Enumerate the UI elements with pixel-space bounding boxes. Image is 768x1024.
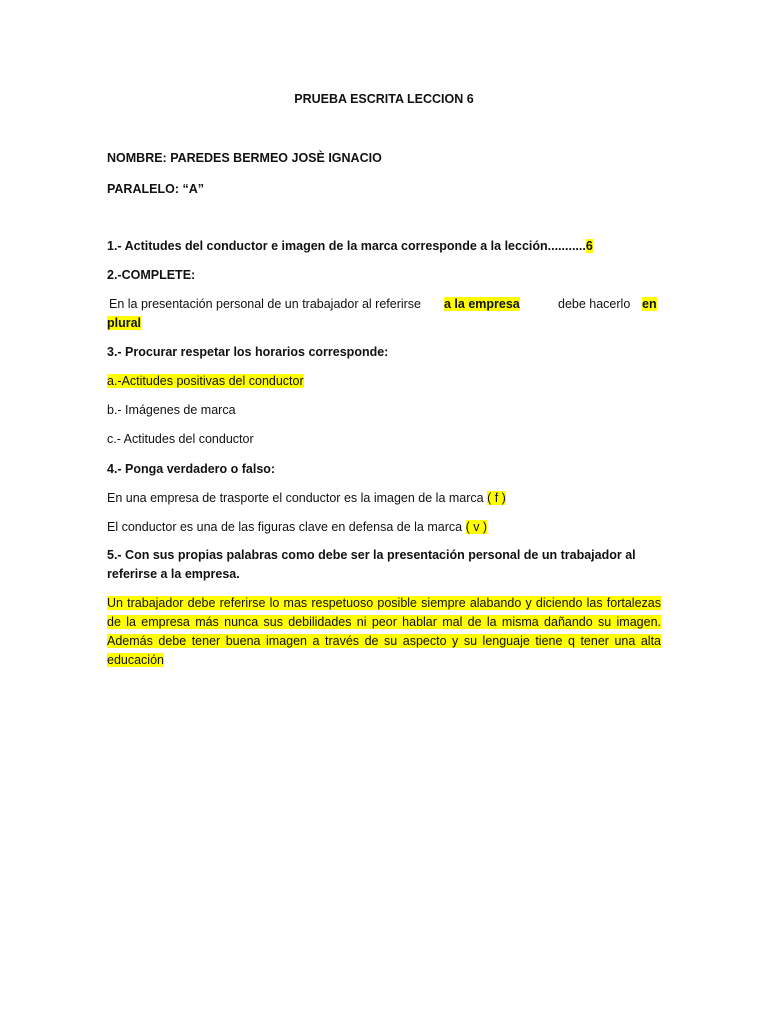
question-3-option-c: c.- Actitudes del conductor [107,432,254,446]
question-2-answer2-b: plural [107,316,142,330]
question-3-heading: 3.- Procurar respetar los horarios corresponde: [107,345,389,359]
question-3-option-b: b.- Imágenes de marca [107,403,236,417]
question-2-part2: debe hacerlo [558,297,631,311]
question-2-sentence [109,295,421,313]
question-3-option-a: a.-Actitudes positivas del conductor [107,374,304,388]
question-5-heading-line-2: referirse a la empresa. [107,567,240,581]
question-2-answer1-wrap [444,295,520,313]
question-4-statement-2-text: El conductor es una de las figuras clave en defensa de la marca [107,520,463,534]
question-5-heading-line-1: 5.- Con sus propias palabras como debe ser la presentación personal de un trabajador al [107,548,636,562]
question-2-answer1: a la empresa [444,297,520,311]
question-1-answer: 6 [585,239,593,253]
question-4-statement-2-answer: ( v ) [465,520,488,534]
question-2-part1: En la presentación personal de un trabajador al referirse [109,297,421,311]
question-4-statement-1 [107,489,506,507]
question-2-answer2b-wrap [107,314,141,332]
question-2-heading: 2.-COMPLETE: [107,268,196,282]
question-1 [107,237,593,255]
question-3-option-a-wrap [107,372,304,390]
question-4-heading: 4.- Ponga verdadero o falso: [107,462,276,476]
question-4-statement-1-text: En una empresa de trasporte el conductor es la imagen de la marca [107,491,484,505]
question-1-text: 1.- Actitudes del conductor e imagen de la marca corresponde a la lección........... [107,239,586,253]
question-4-statement-2 [107,518,487,536]
question-2-answer2a-wrap [642,295,657,313]
question-5-answer: Un trabajador debe referirse lo mas respetuoso posible siempre alabando y diciendo las fortalezas de la empresa más nunca sus debilidades ni peor hablar mal de la misma dañando su imagen. Además debe tener buena imagen a través de su aspecto y su lenguaje tiene q tener una alta educación [107,596,661,667]
question-2-answer2-a: en [642,297,657,311]
document-title: PRUEBA ESCRITA LECCION 6 [294,92,474,106]
section-label: PARALELO: “A” [107,182,204,196]
question-2-part2-wrap [558,295,630,313]
question-4-statement-1-answer: ( f ) [487,491,506,505]
question-5-answer-block [107,594,661,670]
student-name: NOMBRE: PAREDES BERMEO JOSÈ IGNACIO [107,151,382,165]
